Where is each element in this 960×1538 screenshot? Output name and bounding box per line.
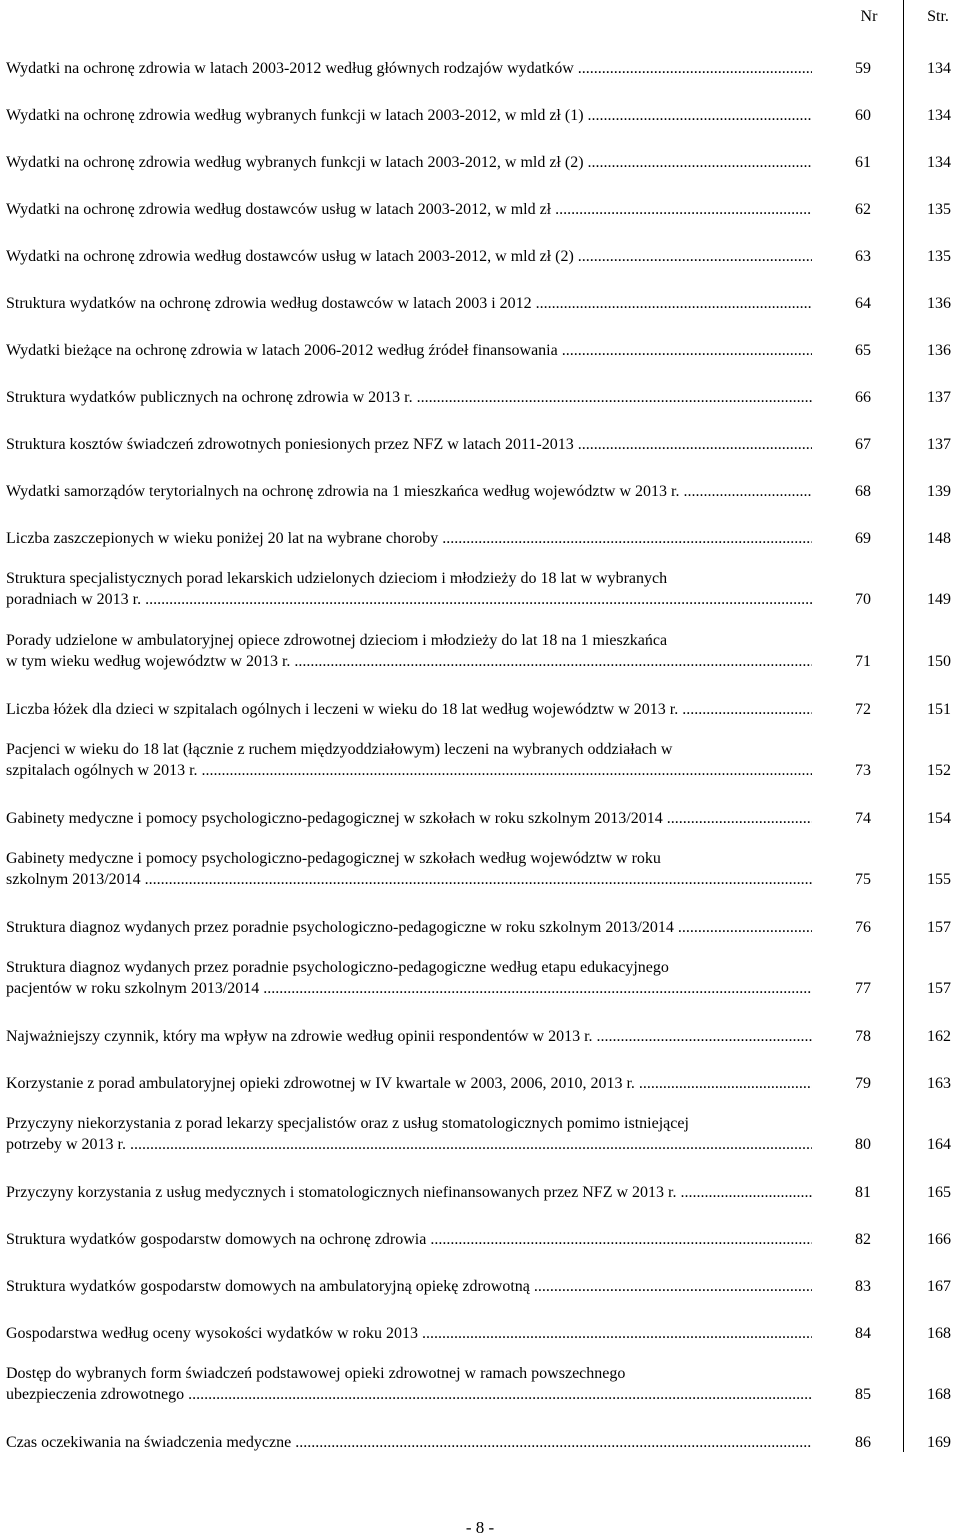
toc-entry-title-line: potrzeby w 2013 r. ..... [6, 1134, 812, 1155]
toc-entry-title [6, 699, 812, 720]
toc-entry-title-line: Wydatki na ochronę zdrowia w latach 2003-2012 według głównych rodzajów wydatków ..... [6, 58, 812, 79]
toc-entry-title-line: Wydatki samorządów terytorialnych na ochronę zdrowia na 1 mieszkańca według województw w 2013 r. ..... [6, 481, 812, 502]
toc-entry-number: 84 [855, 1325, 871, 1342]
toc-entry-title-line: Struktura wydatków gospodarstw domowych na ambulatoryjną opiekę zdrowotną ..... [6, 1276, 812, 1297]
toc-entry-title-line: Wydatki na ochronę zdrowia według wybranych funkcji w latach 2003-2012, w mld zł (1) ..... [6, 105, 812, 126]
toc-entry-title-line: Gabinety medyczne i pomocy psychologiczno-pedagogicznej w szkołach w roku szkolnym 2013/2014 ..... [6, 808, 812, 829]
toc-entry-number: 66 [855, 389, 871, 406]
toc-entry-title [6, 58, 812, 79]
toc-entry-title-line: Struktura diagnoz wydanych przez poradnie psychologiczno-pedagogiczne w roku szkolnym 2013/2014 ..... [6, 917, 812, 938]
toc-entry-title-line: Wydatki na ochronę zdrowia według dostawców usług w latach 2003-2012, w mld zł (2) ..... [6, 246, 812, 267]
toc-entry-number: 72 [855, 701, 871, 718]
toc-entry-number: 81 [855, 1184, 871, 1201]
column-header-nr: Nr [860, 8, 878, 25]
toc-entry-title-line: Korzystanie z porad ambulatoryjnej opieki zdrowotnej w IV kwartale w 2003, 2006, 2010, 2013 r. ..... [6, 1073, 812, 1094]
toc-entry-title-line: ubezpieczenia zdrowotnego ..... [6, 1384, 812, 1405]
toc-entry-title [6, 1363, 812, 1405]
toc-entry-title-line: Struktura wydatków na ochronę zdrowia według dostawców w latach 2003 i 2012 ..... [6, 293, 812, 314]
toc-entry-number: 73 [855, 762, 871, 779]
toc-entry-page: 136 [927, 295, 951, 312]
toc-entry-page: 149 [927, 591, 951, 608]
toc-entry-number: 60 [855, 107, 871, 124]
toc-entry-title-line: Pacjenci w wieku do 18 lat (łącznie z ruchem międzyoddziałowym) leczeni na wybranych oddziałach w [6, 741, 673, 758]
toc-entry-number: 64 [855, 295, 871, 312]
toc-entry-title-line: Struktura wydatków gospodarstw domowych na ochronę zdrowia ..... [6, 1229, 812, 1250]
toc-entry-number: 78 [855, 1028, 871, 1045]
toc-entry-title [6, 293, 812, 314]
toc-entry-page: 134 [927, 107, 951, 124]
toc-entry-page: 157 [927, 980, 951, 997]
toc-entry-page: 148 [927, 530, 951, 547]
toc-entry-page: 169 [927, 1434, 951, 1451]
toc-entry-page: 162 [927, 1028, 951, 1045]
toc-entry-page: 136 [927, 342, 951, 359]
toc-entry-page: 152 [927, 762, 951, 779]
toc-entry-title-line: Czas oczekiwania na świadczenia medyczne ..... [6, 1432, 812, 1453]
toc-entry-title [6, 481, 812, 502]
toc-entry-title [6, 199, 812, 220]
toc-entry-number: 85 [855, 1386, 871, 1403]
toc-entry-title-line: Liczba zaszczepionych w wieku poniżej 20 lat na wybrane choroby ..... [6, 528, 812, 549]
toc-entry-title-line: pacjentów w roku szkolnym 2013/2014 ..... [6, 978, 812, 999]
toc-entry-page: 134 [927, 60, 951, 77]
page-footer-number: - 8 - [465, 1518, 495, 1537]
toc-entry-title-line: Struktura specjalistycznych porad lekarskich udzielonych dzieciom i młodzieży do 18 lat w wybranych [6, 570, 668, 587]
toc-entry-title [6, 152, 812, 173]
toc-entry-title-line: Najważniejszy czynnik, który ma wpływ na zdrowie według opinii respondentów w 2013 r. ..... [6, 1026, 812, 1047]
toc-entry-title [6, 630, 812, 672]
toc-entry-page: 157 [927, 919, 951, 936]
toc-entry-title [6, 528, 812, 549]
toc-entry-page: 168 [927, 1325, 951, 1342]
toc-entry-number: 59 [855, 60, 871, 77]
toc-entry-title [6, 1229, 812, 1250]
column-header-str: Str. [927, 8, 949, 25]
toc-entry-title [6, 1432, 812, 1453]
toc-entry-title-line: Struktura wydatków publicznych na ochronę zdrowia w 2013 r. ..... [6, 387, 812, 408]
toc-entry-title [6, 1323, 812, 1344]
toc-entry-page: 151 [927, 701, 951, 718]
toc-entry-title-line: Struktura kosztów świadczeń zdrowotnych poniesionych przez NFZ w latach 2011-2013 ..... [6, 434, 812, 455]
toc-entry-page: 166 [927, 1231, 951, 1248]
toc-entry-page: 150 [927, 653, 951, 670]
toc-entry-page: 135 [927, 248, 951, 265]
toc-entry-number: 77 [855, 980, 871, 997]
toc-entry-page: 135 [927, 201, 951, 218]
toc-entry-page: 137 [927, 436, 951, 453]
toc-entry-title [6, 1113, 812, 1155]
toc-entry-number: 74 [855, 810, 871, 827]
toc-entry-page: 155 [927, 871, 951, 888]
toc-entry-title [6, 246, 812, 267]
toc-entry-title [6, 340, 812, 361]
toc-entry-title-line: szkolnym 2013/2014 ..... [6, 869, 812, 890]
toc-entry-number: 69 [855, 530, 871, 547]
toc-entry-title-line: Gabinety medyczne i pomocy psychologiczno-pedagogicznej w szkołach według województw w roku [6, 850, 661, 867]
toc-entry-title-line: Dostęp do wybranych form świadczeń podstawowej opieki zdrowotnej w ramach powszechnego [6, 1365, 626, 1382]
toc-entry-title-line: Przyczyny niekorzystania z porad lekarzy specjalistów oraz z usług stomatologicznych pomimo istniejącej [6, 1115, 689, 1132]
toc-entry-page: 168 [927, 1386, 951, 1403]
toc-entry-page: 137 [927, 389, 951, 406]
toc-entry-number: 75 [855, 871, 871, 888]
toc-entry-title-line: Liczba łóżek dla dzieci w szpitalach ogólnych i leczeni w wieku do 18 lat według województw w 2013 r. ..... [6, 699, 812, 720]
toc-entry-title [6, 739, 812, 781]
toc-entry-title-line: Wydatki bieżące na ochronę zdrowia w latach 2006-2012 według źródeł finansowania ..... [6, 340, 812, 361]
toc-entry-number: 62 [855, 201, 871, 218]
toc-entry-title [6, 1073, 812, 1094]
toc-entry-number: 80 [855, 1136, 871, 1153]
toc-entry-number: 76 [855, 919, 871, 936]
toc-entry-number: 71 [855, 653, 871, 670]
toc-entry-number: 63 [855, 248, 871, 265]
toc-entry-title-line: w tym wieku według województw w 2013 r. ..... [6, 651, 812, 672]
toc-entry-page: 134 [927, 154, 951, 171]
toc-entry-title-line: Przyczyny korzystania z usług medycznych i stomatologicznych niefinansowanych przez NFZ w 2013 r. ..... [6, 1182, 812, 1203]
toc-entry-title [6, 568, 812, 610]
toc-entry-title [6, 848, 812, 890]
toc-entry-page: 154 [927, 810, 951, 827]
toc-entry-number: 68 [855, 483, 871, 500]
toc-entry-page: 163 [927, 1075, 951, 1092]
toc-entry-title-line: Gospodarstwa według oceny wysokości wydatków w roku 2013 ..... [6, 1323, 812, 1344]
toc-entry-title-line: Struktura diagnoz wydanych przez poradnie psychologiczno-pedagogiczne według etapu edukacyjnego [6, 959, 669, 976]
toc-entry-number: 65 [855, 342, 871, 359]
toc-entry-title [6, 1276, 812, 1297]
toc-entry-number: 79 [855, 1075, 871, 1092]
toc-entry-page: 165 [927, 1184, 951, 1201]
toc-entry-page: 139 [927, 483, 951, 500]
toc-entry-title [6, 957, 812, 999]
toc-entry-title [6, 105, 812, 126]
toc-entry-title [6, 917, 812, 938]
toc-entry-title-line: szpitalach ogólnych w 2013 r. ..... [6, 760, 812, 781]
toc-entry-title-line: Wydatki na ochronę zdrowia według wybranych funkcji w latach 2003-2012, w mld zł (2) ..... [6, 152, 812, 173]
toc-entry-number: 67 [855, 436, 871, 453]
toc-entry-title [6, 808, 812, 829]
toc-entry-title [6, 1026, 812, 1047]
toc-entry-title-line: Porady udzielone w ambulatoryjnej opiece zdrowotnej dzieciom i młodzieży do lat 18 na 1 mieszkańca [6, 632, 668, 649]
toc-entry-page: 164 [927, 1136, 951, 1153]
toc-entry-title [6, 434, 812, 455]
toc-entry-number: 83 [855, 1278, 871, 1295]
toc-entry-number: 86 [855, 1434, 871, 1451]
column-divider-line [903, 0, 904, 1452]
toc-entry-number: 82 [855, 1231, 871, 1248]
toc-entry-title-line: poradniach w 2013 r. ..... [6, 589, 812, 610]
toc-entry-number: 61 [855, 154, 871, 171]
toc-entry-number: 70 [855, 591, 871, 608]
toc-entry-page: 167 [927, 1278, 951, 1295]
toc-entry-title-line: Wydatki na ochronę zdrowia według dostawców usług w latach 2003-2012, w mld zł ..... [6, 199, 812, 220]
toc-entry-title [6, 387, 812, 408]
toc-entry-title [6, 1182, 812, 1203]
